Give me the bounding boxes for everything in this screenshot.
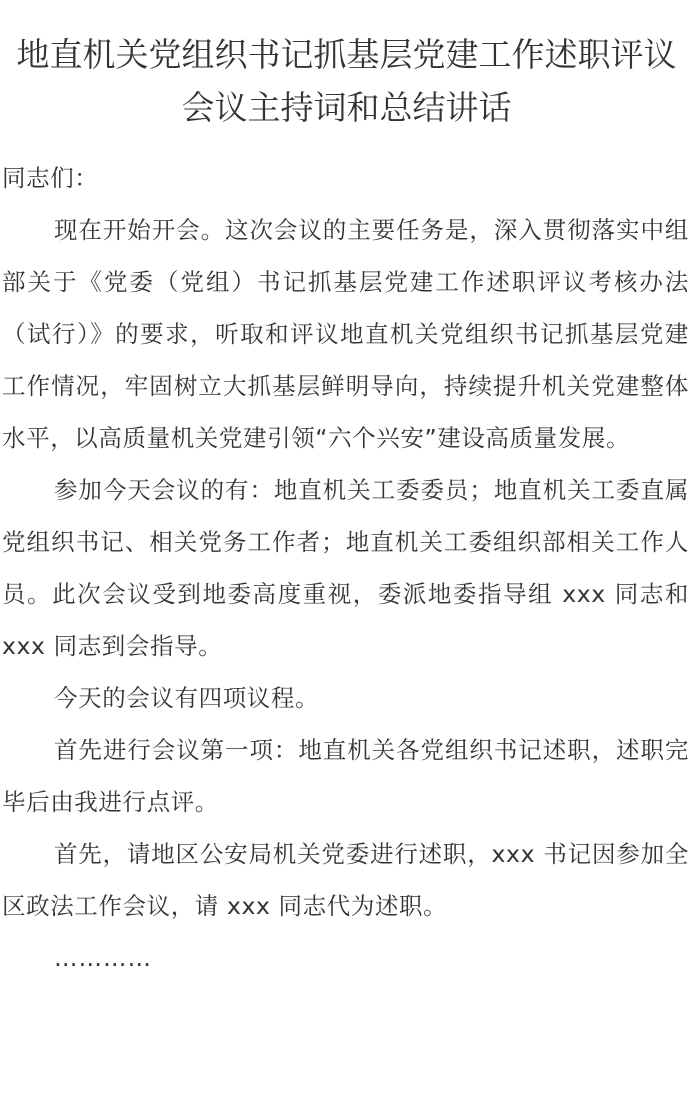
paragraph-first-item: 首先进行会议第一项：地直机关各党组织书记述职，述职完毕后由我进行点评。 — [2, 736, 689, 816]
paragraph-first-speaker: 首先，请地区公安局机关党委进行述职，xxx 书记因参加全区政法工作会议，请 xxx 同志代为述职。 — [2, 840, 689, 920]
paragraph-opening: 现在开始开会。这次会议的主要任务是，深入贯彻落实中组部关于《党委（党组）书记抓基层党建工作述职评议考核办法（试行）》的要求，听取和评议地直机关党组织书记抓基层党建工作情况，牢固树立大抓基层鲜明导向，持续提升机关党建整体水平，以高质量机关党建引领“六个兴安”建设高质量发展。 — [2, 216, 689, 452]
paragraph-attendees: 参加今天会议的有：地直机关工委委员；地直机关工委直属党组织书记、相关党务工作者；地直机关工委组织部相关工作人员。此次会议受到地委高度重视，委派地委指导组 xxx 同志和 xxx 同志到会指导。 — [2, 476, 689, 660]
document-title: 地直机关党组织书记抓基层党建工作述职评议会议主持词和总结讲话 — [16, 35, 677, 127]
salutation: 同志们： — [2, 164, 99, 192]
paragraph-agenda: 今天的会议有四项议程。 — [54, 684, 320, 712]
ellipsis: ………… — [54, 944, 152, 972]
